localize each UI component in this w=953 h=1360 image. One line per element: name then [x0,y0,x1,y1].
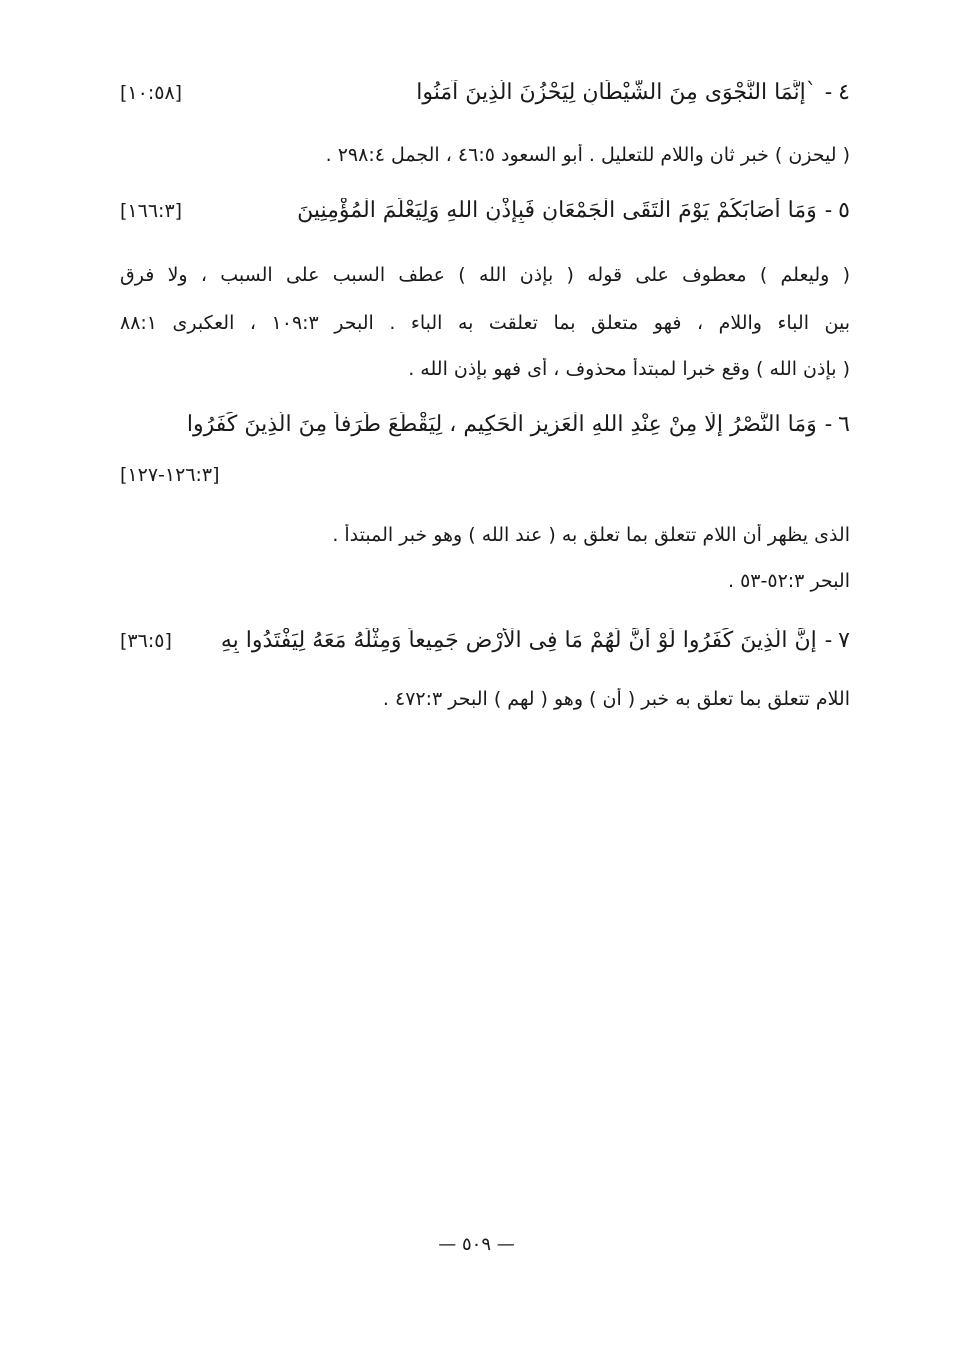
quran-verse: إِنَّ الَّذِينَ كَفَرُوا لَوْ أَنَّ لَهُمْ مَا فِى الْأَرْضِ جَمِيعاً وَمِثْلَهُ مَعَهُ لِيَفْتَدُوا بِهِ [220,628,817,653]
commentary-text: اللام تتعلق بما تعلق به خبر ( أن ) وهو ( لهم ) البحر ٤٧٢:٣ . [382,688,850,710]
entry-number: ٧ [838,628,850,653]
entry-dash: - [824,80,833,105]
entry-5-verse-line [120,198,850,223]
verse-reference: [١٢٦:٣-١٢٧] [120,464,220,486]
commentary-text: الذى يظهر أن اللام تتعلق بما تعلق به ( عند الله ) وهو خبر المبتدأ . [332,524,850,546]
entry-6-note-line-1 [120,524,878,546]
commentary-text: البحر ٥٢:٣-٥٣ . [728,570,850,592]
commentary-text: ( بإذن الله ) وقع خبرا لمبتدأ محذوف ، أى فهو بإذن الله . [408,358,850,380]
entry-6-verse-line [120,412,850,437]
entry-5-note-line-1 [120,264,878,286]
quran-verse: وَمَا النَّصْرُ إِلَّا مِنْ عِنْدِ اللهِ الْعَزِيزِ الْحَكِيمِ ، لِيَقْطَعَ طَرَفاً مِنَ الَّذِينَ كَفَرُوا [186,412,817,437]
entry-6-reference-line [120,464,850,486]
commentary-text: ( ليحزن ) خبر ثان واللام للتعليل . أبو السعود ٤٦:٥ ، الجمل ٢٩٨:٤ . [325,144,850,166]
entry-4-verse-line [120,80,850,105]
entry-number: ٤ [838,80,850,105]
entry-number: ٥ [838,198,850,223]
commentary-text: ( وليعلم ) معطوف على قوله ( بإذن الله ) عطف السبب على السبب ، ولا فرق [120,264,850,286]
entry-5-note-line-2 [120,312,850,334]
entry-4-note-line [120,144,878,166]
entry-number: ٦ [838,412,850,437]
quran-verse: وَمَا أَصَابَكُمْ يَوْمَ الْتَقَى الْجَمْعَانِ فَبِإِذْنِ اللهِ وَلِيَعْلَمَ الْمُؤْمِنِينَ [297,198,817,223]
entry-5-note-line-3 [120,358,878,380]
entry-dash: - [824,628,833,653]
page-number: — ٥٠٩ — [438,1234,515,1255]
verse-reference: [١٦٦:٣] [120,200,183,222]
verse-reference: [٣٦:٥] [120,630,172,652]
entry-dash: - [824,412,833,437]
verse-reference: [١٠:٥٨] [120,82,183,104]
entry-7-note-line [120,688,878,710]
quran-verse: `إِنَّمَا النَّجْوَى مِنَ الشَّيْطَانِ لِيَحْزُنَ الَّذِينَ آمَنُوا [416,80,817,105]
entry-7-verse-line [120,628,850,653]
entry-dash: - [824,198,833,223]
commentary-text: بين الباء واللام ، فهو متعلق بما تعلقت به الباء . البحر ١٠٩:٣ ، العكبرى ٨٨:١ [120,312,850,334]
entry-6-note-line-2 [120,570,850,592]
